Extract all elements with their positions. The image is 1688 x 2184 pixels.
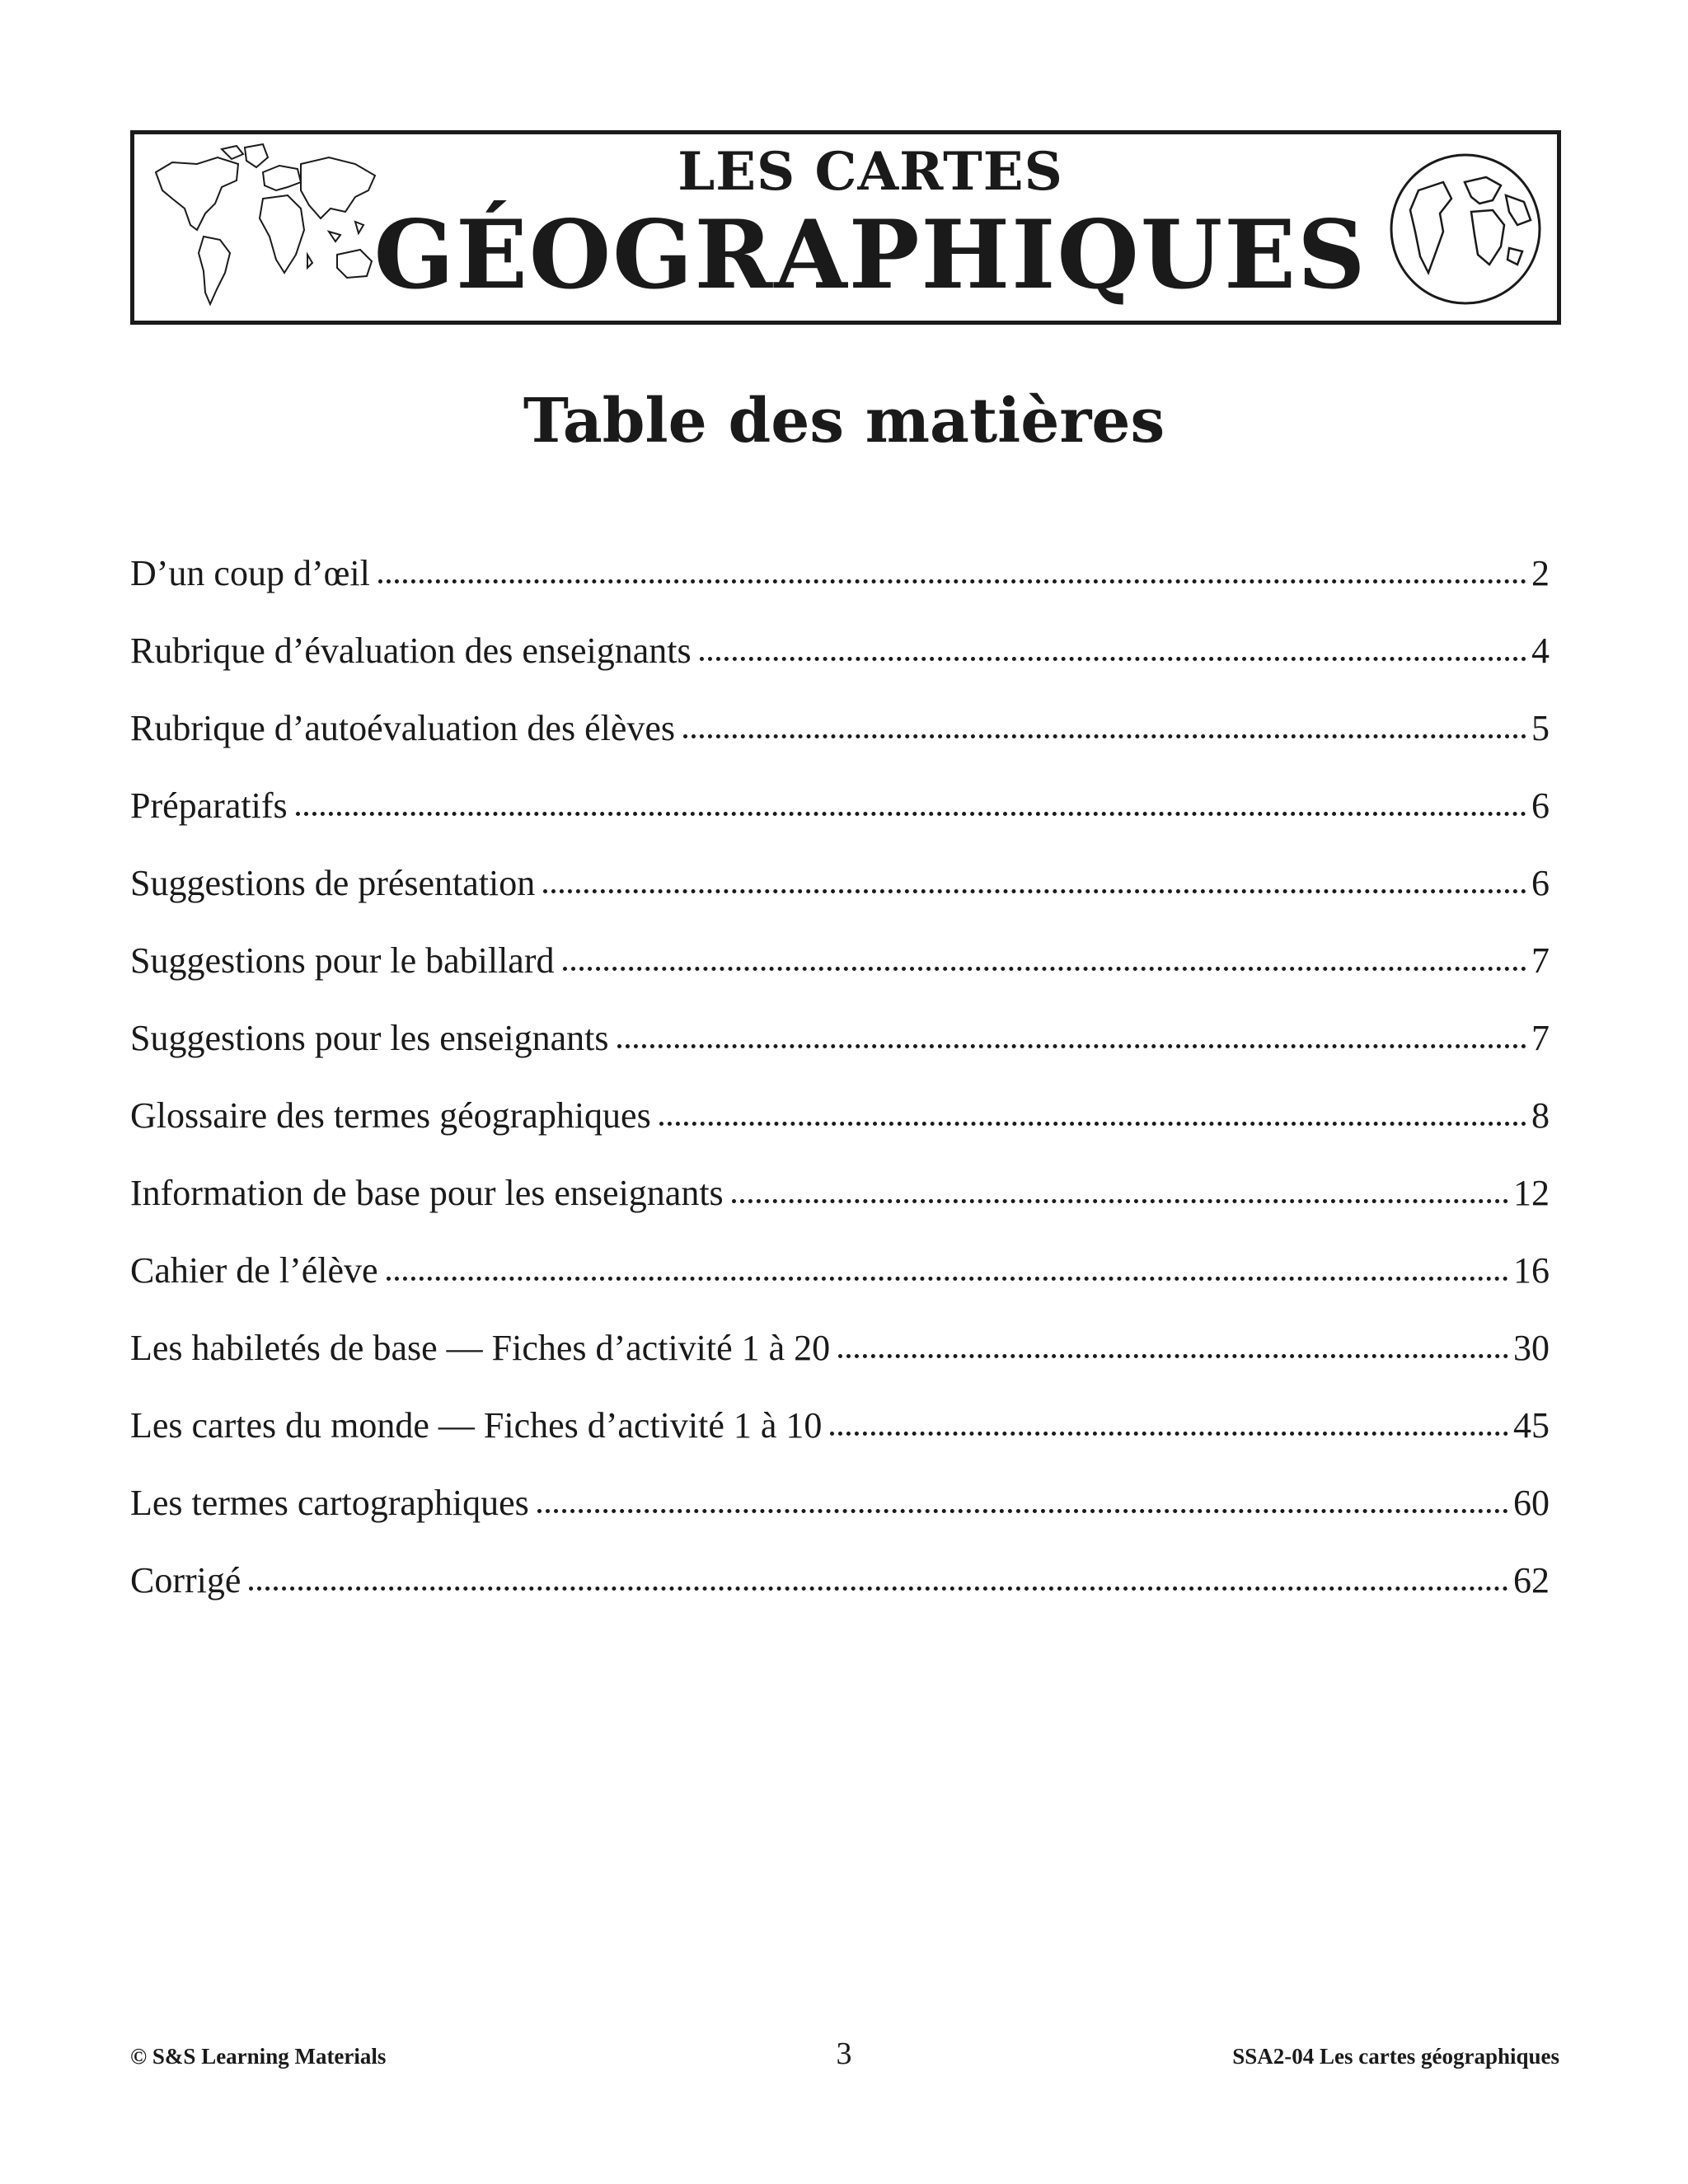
toc-entry — [130, 1017, 1550, 1094]
toc-leader-dots — [700, 657, 1526, 661]
toc-entry — [130, 1404, 1550, 1482]
footer-copyright: © S&S Learning Materials — [130, 2044, 387, 2069]
toc-entry-label: Cahier de l’élève — [130, 1250, 378, 1291]
toc-leader-dots — [830, 1432, 1508, 1436]
footer-page-number: 3 — [836, 2036, 852, 2071]
toc-entry — [130, 630, 1550, 707]
toc-entry-label: Les habiletés de base — Fiches d’activité 1 à 20 — [130, 1328, 831, 1368]
toc-entry-label: Les termes cartographiques — [130, 1483, 529, 1523]
toc-leader-dots — [563, 967, 1527, 971]
toc-entry-page: 7 — [1531, 940, 1550, 981]
toc-entry — [130, 862, 1550, 940]
page-title: Table des matières — [523, 386, 1165, 457]
toc-entry-page: 45 — [1513, 1405, 1550, 1446]
toc-entry-page: 2 — [1531, 553, 1550, 593]
toc-entry-page: 60 — [1513, 1483, 1550, 1523]
toc-leader-dots — [838, 1354, 1508, 1358]
toc-leader-dots — [683, 734, 1526, 738]
toc-leader-dots — [617, 1044, 1526, 1048]
toc-leader-dots — [249, 1586, 1508, 1591]
banner-title-line2: GÉOGRAPHIQUES — [373, 199, 1367, 310]
toc-entry-label: D’un coup d’œil — [130, 553, 370, 593]
toc-entry-label: Les cartes du monde — Fiches d’activité 1 à 10 — [130, 1405, 823, 1446]
toc-entry-page: 30 — [1513, 1328, 1550, 1368]
toc-entry-page: 16 — [1513, 1250, 1550, 1291]
toc-leader-dots — [296, 812, 1526, 816]
toc-entry-page: 5 — [1531, 708, 1550, 748]
table-of-contents — [130, 552, 1550, 1637]
toc-entry-page: 4 — [1531, 630, 1550, 671]
toc-entry-label: Suggestions pour les enseignants — [130, 1018, 609, 1058]
banner-title-line1: LES CARTES — [678, 141, 1063, 203]
toc-entry-label: Corrigé — [130, 1560, 241, 1601]
toc-entry-page: 12 — [1513, 1173, 1550, 1213]
toc-entry — [130, 1172, 1550, 1249]
toc-entry-page: 7 — [1531, 1018, 1550, 1058]
toc-entry-label: Suggestions pour le babillard — [130, 940, 555, 981]
toc-entry — [130, 1327, 1550, 1404]
toc-entry — [130, 707, 1550, 785]
toc-entry-label: Rubrique d’évaluation des enseignants — [130, 630, 692, 671]
toc-entry-page: 6 — [1531, 863, 1550, 903]
toc-entry-page: 6 — [1531, 785, 1550, 826]
title-banner — [130, 130, 1561, 325]
toc-entry — [130, 1094, 1550, 1172]
toc-entry — [130, 1482, 1550, 1559]
toc-entry-label: Préparatifs — [130, 785, 288, 826]
toc-entry — [130, 1559, 1550, 1637]
toc-entry-label: Glossaire des termes géographiques — [130, 1095, 651, 1136]
toc-leader-dots — [732, 1199, 1508, 1203]
footer-publication: SSA2-04 Les cartes géographiques — [1232, 2044, 1559, 2069]
toc-leader-dots — [537, 1509, 1508, 1513]
toc-leader-dots — [659, 1122, 1526, 1126]
toc-entry — [130, 940, 1550, 1017]
toc-entry — [130, 552, 1550, 630]
toc-entry-label: Rubrique d’autoévaluation des élèves — [130, 708, 676, 748]
toc-entry-label: Information de base pour les enseignants — [130, 1173, 724, 1213]
toc-entry — [130, 1249, 1550, 1327]
toc-leader-dots — [378, 579, 1526, 583]
toc-entry-label: Suggestions de présentation — [130, 863, 536, 903]
toc-leader-dots — [543, 889, 1526, 893]
globe-icon — [1386, 149, 1545, 309]
toc-entry-page: 8 — [1531, 1095, 1550, 1136]
toc-leader-dots — [387, 1277, 1508, 1281]
toc-entry-page: 62 — [1513, 1560, 1550, 1601]
toc-entry — [130, 785, 1550, 862]
